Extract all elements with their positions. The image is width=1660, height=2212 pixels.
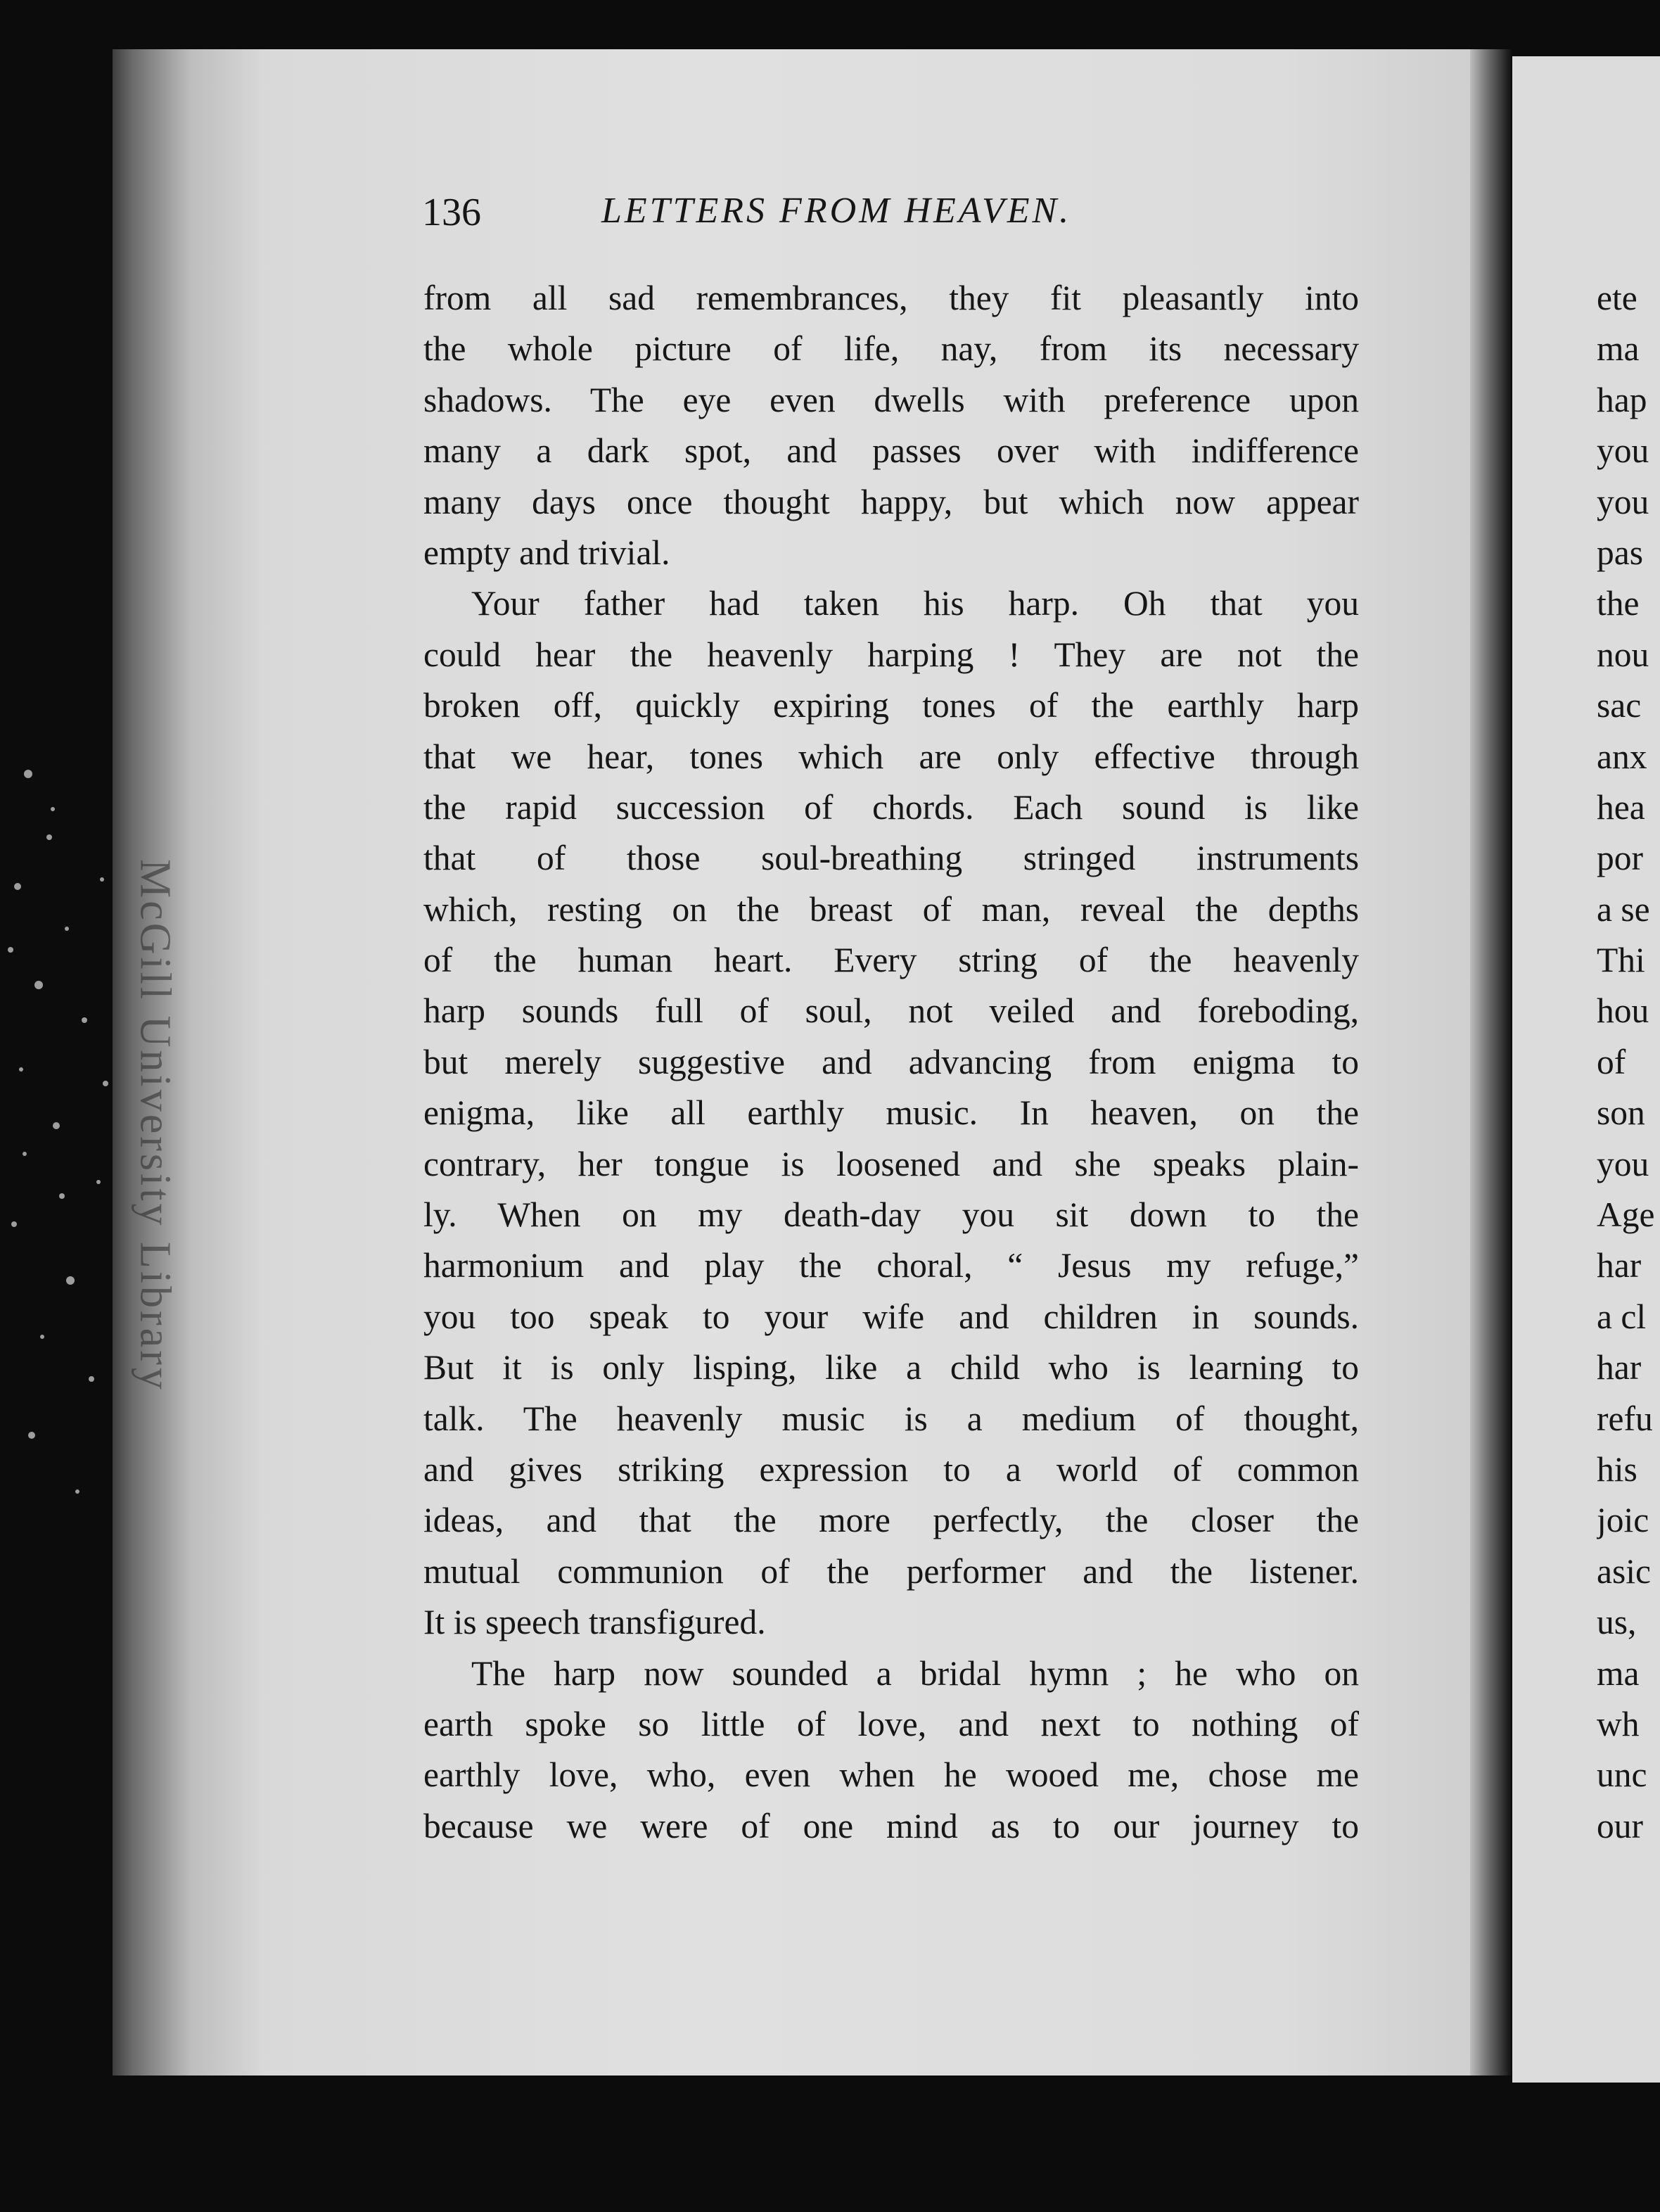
right-page-fragment: ete <box>1597 279 1637 317</box>
right-page-fragment: you <box>1597 431 1649 471</box>
text-line: many a dark spot, and passes over with indifference <box>423 431 1359 471</box>
right-page-fragment: Age <box>1597 1195 1655 1235</box>
text-line: of the human heart. Every string of the heavenly <box>423 941 1359 980</box>
library-stamp-text: McGill University Library <box>131 859 179 1392</box>
text-line: that of those soul-breathing stringed instruments <box>423 839 1359 878</box>
right-page-fragment: son <box>1597 1093 1645 1133</box>
text-line: harmonium and play the choral, “ Jesus my refuge,” <box>423 1246 1359 1285</box>
right-page-fragment: his <box>1597 1449 1637 1489</box>
text-line: harp sounds full of soul, not veiled and foreboding, <box>423 991 1359 1031</box>
right-page-fragment: you <box>1597 1144 1649 1183</box>
library-stamp <box>120 837 190 1414</box>
right-page-text <box>1597 273 1660 1852</box>
book-gutter <box>1470 49 1512 2076</box>
text-line: the rapid succession of chords. Each sound is like <box>423 787 1359 827</box>
text-line: ideas, and that the more perfectly, the closer the <box>423 1501 1359 1540</box>
text-line: earthly love, who, even when he wooed me, chose me <box>423 1755 1359 1795</box>
right-page-fragment: us, <box>1597 1603 1637 1642</box>
right-page-fragment: por <box>1597 839 1643 878</box>
right-page-fragment: nou <box>1597 635 1649 674</box>
text-line: that we hear, tones which are only effective through <box>423 737 1359 776</box>
text-line: empty and trivial. <box>423 533 670 572</box>
text-line: but merely suggestive and advancing from enigma to <box>423 1042 1359 1081</box>
text-line: It is speech transfigured. <box>423 1603 766 1642</box>
text-line: The harp now sounded a bridal hymn ; he who on <box>471 1653 1359 1693</box>
text-line: many days once thought happy, but which now appear <box>423 482 1359 521</box>
right-page-fragment: sac <box>1597 686 1642 725</box>
text-line: broken off, quickly expiring tones of the earthly harp <box>423 686 1359 725</box>
right-page-fragment: a cl <box>1597 1297 1647 1336</box>
right-page-fragment: a se <box>1597 889 1650 929</box>
text-line: shadows. The eye even dwells with preference upon <box>423 380 1359 419</box>
right-page-fragment: hea <box>1597 787 1645 827</box>
body-text <box>423 273 1359 1852</box>
right-page-fragment: of <box>1597 1042 1626 1081</box>
text-line: from all sad remembrances, they fit pleasantly into <box>423 279 1359 317</box>
right-page-fragment: hap <box>1597 380 1647 419</box>
text-line: the whole picture of life, nay, from its necessary <box>423 329 1359 369</box>
right-page-fragment: pas <box>1597 533 1643 572</box>
right-page-fragment: har <box>1597 1348 1642 1387</box>
page-number: 136 <box>422 191 481 234</box>
text-line: talk. The heavenly music is a medium of thought, <box>423 1399 1359 1438</box>
right-page-fragment: asic <box>1597 1551 1651 1591</box>
right-page-fragment: you <box>1597 482 1649 521</box>
right-page-fragment: unc <box>1597 1755 1647 1795</box>
right-page-fragment: wh <box>1597 1704 1640 1743</box>
text-line: which, resting on the breast of man, reveal the depths <box>423 889 1359 929</box>
right-page-fragment: refu <box>1597 1399 1653 1438</box>
right-page-fragment: ma <box>1597 1653 1640 1693</box>
right-page-fragment: our <box>1597 1806 1643 1845</box>
text-line: and gives striking expression to a world of common <box>423 1449 1359 1489</box>
right-page-fragment: anx <box>1597 737 1647 776</box>
text-line: contrary, her tongue is loosened and she speaks plain- <box>423 1144 1359 1183</box>
text-line: earth spoke so little of love, and next to nothing of <box>423 1704 1359 1743</box>
text-line: could hear the heavenly harping ! They are not the <box>423 635 1359 674</box>
text-line: But it is only lisping, like a child who is learning to <box>423 1348 1359 1387</box>
right-page-fragment: Thi <box>1597 941 1645 980</box>
text-line: Your father had taken his harp. Oh that you <box>471 584 1359 623</box>
text-line: mutual communion of the performer and the listener. <box>423 1551 1359 1591</box>
page-header <box>422 190 1336 253</box>
right-page-fragment: har <box>1597 1246 1642 1285</box>
right-page-fragment: joic <box>1597 1501 1649 1540</box>
text-line: because we were of one mind as to our journey to <box>423 1806 1359 1845</box>
running-title: LETTERS FROM HEAVEN. <box>601 191 1072 231</box>
text-line: you too speak to your wife and children in sounds. <box>423 1297 1359 1336</box>
right-page-fragment: hou <box>1597 991 1649 1031</box>
right-page-fragment: ma <box>1597 329 1640 369</box>
text-line: enigma, like all earthly music. In heaven, on the <box>423 1093 1359 1133</box>
text-line: ly. When on my death-day you sit down to the <box>423 1195 1359 1235</box>
right-page-fragment: the <box>1597 584 1640 623</box>
